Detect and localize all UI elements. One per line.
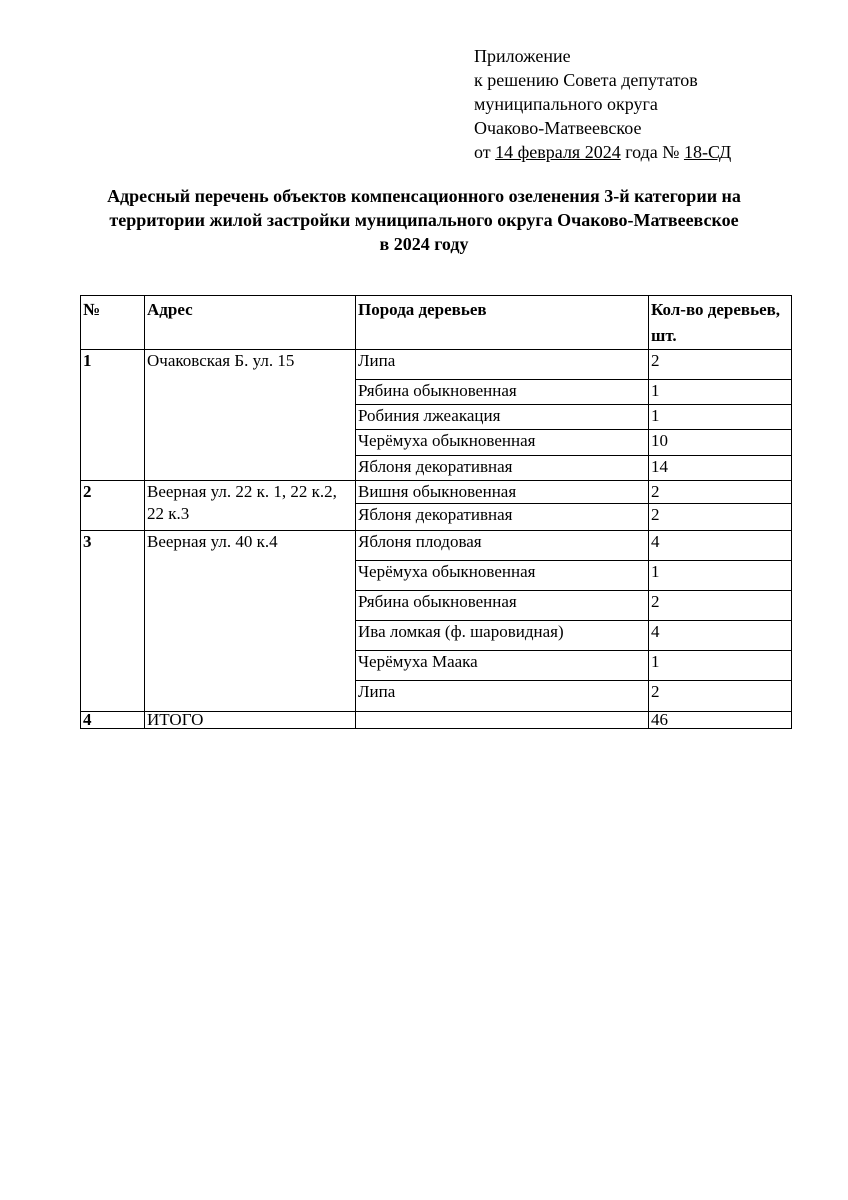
row-species: Робиния лжеакация [356,405,649,430]
row-count: 1 [649,380,792,405]
appendix-line: Приложение [474,46,571,66]
title-line: Адресный перечень объектов компенсационного озеленения 3-й категории на [107,186,741,206]
row-count: 2 [649,504,792,531]
row-count: 4 [649,531,792,561]
row-count: 1 [649,561,792,591]
row-species: Вишня обыкновенная [356,481,649,504]
total-row [81,712,792,729]
total-label: ИТОГО [145,712,356,729]
table-row [81,350,792,380]
decision-date: 14 февраля 2024 [495,142,621,162]
table-row [81,481,792,504]
row-species: Яблоня декоративная [356,456,649,481]
row-species: Яблоня декоративная [356,504,649,531]
document-title [60,184,788,256]
title-line: в 2024 году [379,234,469,254]
decision-number: 18-СД [683,142,732,162]
row-count: 1 [649,651,792,681]
trees-table [80,295,792,729]
row-count: 2 [649,591,792,621]
row-address: Очаковская Б. ул. 15 [145,350,356,481]
total-num: 4 [81,712,145,729]
appendix-date-line [474,140,814,164]
header-species: Порода деревьев [356,296,649,350]
appendix-line: муниципального округа [474,94,658,114]
table-row [81,531,792,561]
table-body [81,350,792,729]
row-count: 2 [649,681,792,712]
row-count: 2 [649,481,792,504]
header-count: Кол-во деревьев, шт. [649,296,792,350]
row-num: 1 [81,350,145,481]
total-species [356,712,649,729]
title-line: территории жилой застройки муниципального округа Очаково-Матвеевское [109,210,739,230]
row-species: Рябина обыкновенная [356,591,649,621]
date-mid: года № [625,142,680,162]
row-num: 3 [81,531,145,712]
total-count: 46 [649,712,792,729]
row-count: 4 [649,621,792,651]
header-num: № [81,296,145,350]
row-address: Веерная ул. 40 к.4 [145,531,356,712]
row-count: 10 [649,430,792,456]
row-species: Липа [356,350,649,380]
row-species: Черёмуха обыкновенная [356,561,649,591]
table-header-row [81,296,792,350]
row-species: Черёмуха Маака [356,651,649,681]
row-species: Черёмуха обыкновенная [356,430,649,456]
appendix-block [474,44,814,164]
row-count: 1 [649,405,792,430]
header-address: Адрес [145,296,356,350]
row-count: 2 [649,350,792,380]
row-species: Яблоня плодовая [356,531,649,561]
row-count: 14 [649,456,792,481]
row-species: Ива ломкая (ф. шаровидная) [356,621,649,651]
appendix-line: Очаково-Матвеевское [474,118,642,138]
row-address: Веерная ул. 22 к. 1, 22 к.2, 22 к.3 [145,481,356,531]
date-prefix: от [474,142,491,162]
row-num: 2 [81,481,145,531]
appendix-line: к решению Совета депутатов [474,70,698,90]
row-species: Рябина обыкновенная [356,380,649,405]
row-species: Липа [356,681,649,712]
